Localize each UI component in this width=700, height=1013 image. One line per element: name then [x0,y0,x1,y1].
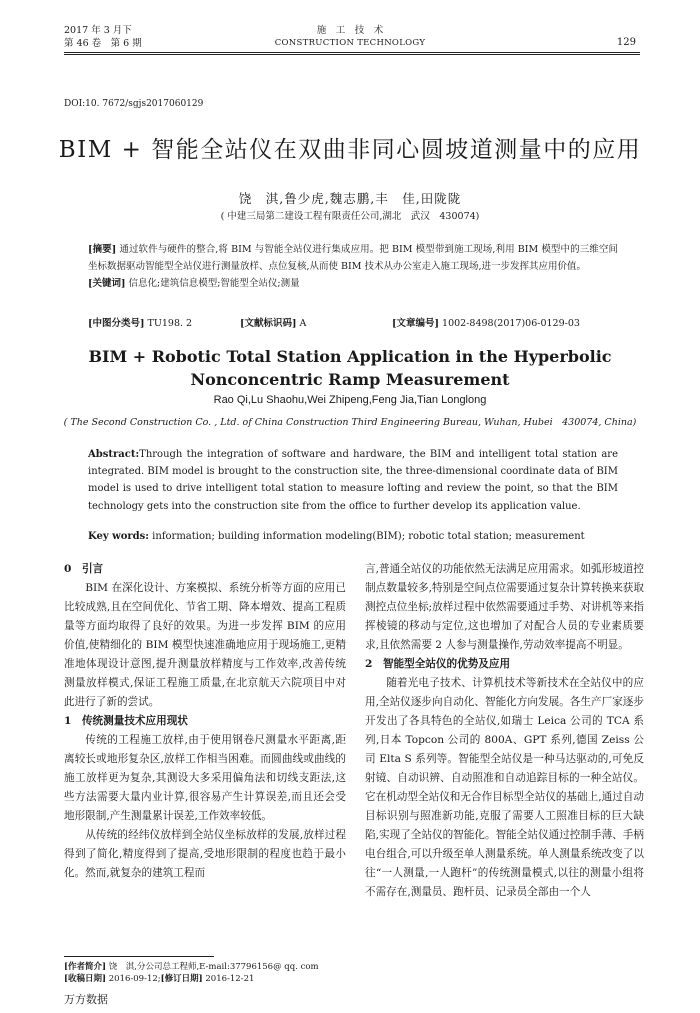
document-code: [文献标识码] A [240,318,307,329]
section-1-paragraph-2: 从传统的经纬仪放样到全站仪坐标放样的发展,放样过程得到了简化,精度得到了提高,受地形限制的程度也趋于最小化。然而,就复杂的建筑工程而 [64,829,346,879]
keywords-en-label: Key words: [88,531,149,542]
affiliation-cn: ( 中建三局第二建设工程有限责任公司,湖北 武汉 430074) [220,211,480,222]
title-en [0,345,700,391]
header-date: 2017 年 3 月下 [64,25,132,36]
title-cn: BIM + 智能全站仪在双曲非同心圆坡道测量中的应用 [58,137,642,163]
abstract-cn-text: 通过软件与硬件的整合,将 BIM 与智能全站仪进行集成应用。把 BIM 模型带到施工现场,利用 BIM 模型中的三维空间坐标数据驱动智能型全站仪进行测量放样、点位复核,从而使 BIM 技术从办公室走入施工现场,进一步发挥其应用价值。 [88,244,618,272]
wanfang-watermark: 万方数据 [64,994,108,1006]
page-number: 129 [616,37,636,48]
keywords-cn-label: [关键词] [88,278,126,289]
section-1-paragraph-1: 传统的工程施工放样,由于使用钢卷尺测量水平距离,距离较长或地形复杂区,放样工作相当困难。而圆曲线或曲线的施工放样更为复杂,其测设大多采用偏角法和切线支距法,这些方法需要大量内业计算,很容易产生计算误差,而且还会受地形限制,产生测量累计误差,工作效率较低。 [64,734,346,822]
abstract-en-label: Abstract: [88,449,140,460]
journal-name-en: CONSTRUCTION TECHNOLOGY [274,38,426,48]
header-volume: 第 46 卷 第 6 期 [64,38,142,49]
header-rule [64,52,640,53]
keywords-en [88,531,618,542]
section-0-paragraph: BIM 在深化设计、方案模拟、系统分析等方面的应用已比较成熟,且在空间优化、节省工期、降本增效、提高工程质量等方面均取得了良好的效果。为进一步发挥 BIM 的应用价值,使精细化的 BIM 模型快速准确地应用于现场施工,更精准地体现设计意图,提升测量放样精度与工作效率,改善传统测量放样模式,保证工程施工质量,在北京航天六院项目中对此进行了新的尝试。 [64,582,346,708]
body-right-column [365,560,644,902]
header-rule-thin [64,54,640,55]
abstract-en-text: Through the integration of software and hardware, the BIM and intelligent total station are integrated. BIM model is brought to the construction site, the three-dimensional coordinate data of BIM model is used to drive intelligent total station to measure lofting and review the point, so that the BIM technology gets into the construction site from the office to further develop its application value. [88,449,618,512]
authors-en: Rao Qi,Lu Shaohu,Wei Zhipeng,Feng Jia,Tian Longlong [213,394,487,406]
affiliation-en: ( The Second Construction Co. , Ltd. of China Construction Third Engineering Bureau, Wuhan, Hubei 430074, China) [63,417,637,428]
section-2-paragraph: 随着光电子技术、计算机技术等新技术在全站仪中的应用,全站仪逐步向自动化、智能化方向发展。各生产厂家逐步开发出了各具特色的全站仪,如瑞士 Leica 公司的 TCA 系列,日本 Topcon 公司的 800A、GPT 系列,德国 Zeiss 公司 Elta S 系列等。智能型全站仪是一种马达驱动的,可免反射镜、自动识辨、自动照准和自动追踪目标的一种全站仪。它在机动型全站仪和无合作目标型全站仪的基础上,通过自动目标识别与照准新功能,克服了需要人工照准目标的巨大缺陷,实现了全站仪的智能化。智能全站仪通过控制手薄、手柄电台组合,可以升级至单人测量系统。单人测量系统改变了以往“一人测量,一人跑杆”的传统测量模式,以往的测量小组将不需存在,测量员、跑杆员、记录员全部由一个人 [365,677,644,898]
section-0-heading: 0 引言 [64,563,104,575]
received-date: [收稿日期] 2016-09-12;[修订日期] 2016-12-21 [64,974,255,984]
journal-name-cn: 施 工 技 术 [316,25,384,36]
header-journal [0,24,700,50]
body-left-column [64,560,346,883]
clc-number: [中图分类号] TU198. 2 [88,318,193,329]
footnote-rule [64,956,214,957]
title-en-line2: Nonconcentric Ramp Measurement [190,370,510,389]
section-2-heading: 2 智能型全站仪的优势及应用 [365,658,511,670]
article-number: [文章编号] 1002-8498(2017)06-0129-03 [392,318,580,329]
title-en-line1: BIM + Robotic Total Station Application in the Hyperbolic [88,347,612,366]
authors-cn: 饶 淇,鲁少虎,魏志鹏,丰 佳,田陇陇 [238,191,462,206]
doi: DOI:10. 7672/sgjs2017060129 [64,99,204,109]
abstract-cn [88,241,618,292]
continued-paragraph: 言,普通全站仪的功能依然无法满足应用需求。如弧形坡道控制点数量较多,特别是空间点位需要通过复杂计算转换来获取测控点位坐标;放样过程中依然需要通过手势、对讲机等来指挥棱镜的移动与定位,这也增加了对配合人员的专业素质要求,且依然需要 2 人参与测量操作,劳动效率提高不明显。 [365,563,645,651]
section-1-heading: 1 传统测量技术应用现状 [64,715,188,727]
keywords-en-text: information; building information modeling(BIM); robotic total station; measurement [149,531,585,542]
abstract-en [88,446,618,515]
keywords-cn-text: 信息化;建筑信息模型;智能型全站仪;测量 [125,278,300,289]
footnote [64,961,319,985]
abstract-cn-label: [摘要] [88,244,117,255]
author-bio: [作者简介] 饶 淇,分公司总工程师,E-mail:37796156@ qq. com [64,962,319,972]
